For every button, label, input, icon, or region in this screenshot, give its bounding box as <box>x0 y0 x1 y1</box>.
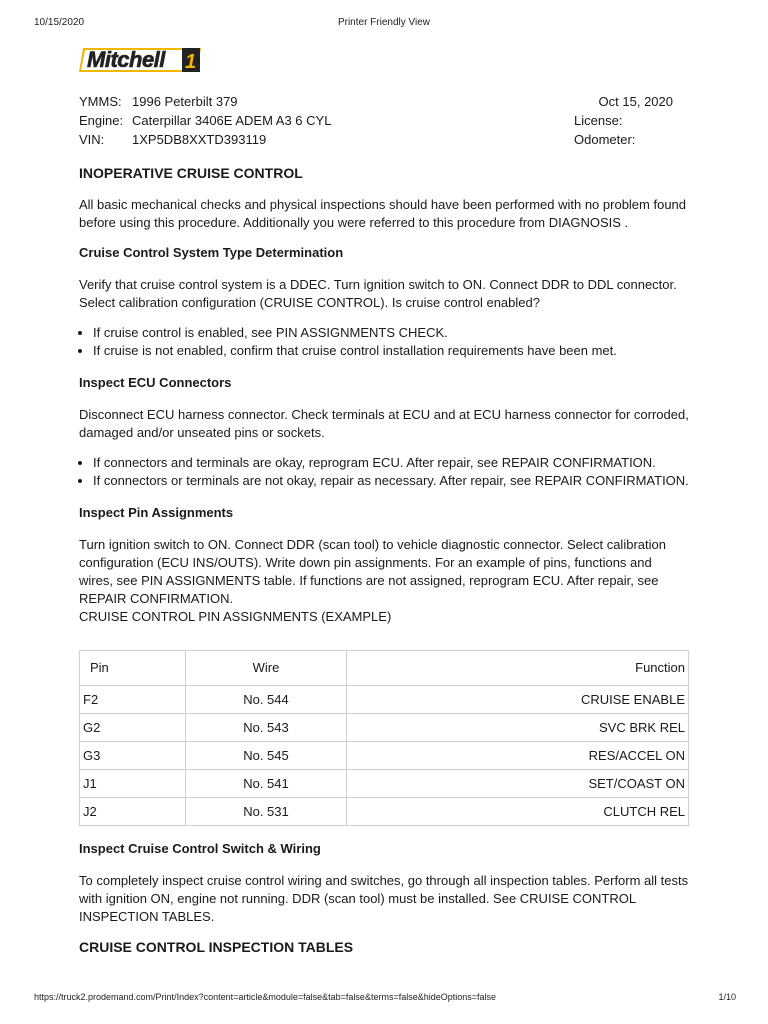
report-date: Oct 15, 2020 <box>598 94 673 109</box>
bullet-list <box>79 324 689 360</box>
section-title: CRUISE CONTROL INSPECTION TABLES <box>79 939 354 955</box>
mitchell1-logo <box>79 44 207 76</box>
table-row <box>80 742 689 770</box>
odometer-label: Odometer: <box>574 132 636 147</box>
page-url: https://truck2.prodemand.com/Print/Index?content=article&module=false&tab=false&terms=false&hideOptions=false <box>34 992 497 1002</box>
section-paragraph: Turn ignition switch to ON. Connect DDR (scan tool) to vehicle diagnostic connector. Select calibration configuration (ECU INS/OUTS). Write down pin assignments. For an example of pins, functions and wires, see PIN ASSIGNMENTS table. If functions are not assigned, reprogram ECU. After repair, see REPAIR CONFIRMATION. <box>79 537 666 606</box>
section-paragraph: To completely inspect cruise control wiring and switches, go through all inspection tables. Perform all tests with ignition ON, engine not running. DDR (scan tool) must be installed. See CRUISE CONTROL INSPECTION TABLES. <box>79 873 689 924</box>
cell-wire: No. 545 <box>186 742 347 770</box>
ymms-label: YMMS: <box>79 94 122 109</box>
page-number: 1/10 <box>718 992 736 1002</box>
cell-function: SET/COAST ON <box>347 770 689 798</box>
cell-function: CLUTCH REL <box>347 798 689 826</box>
section-heading: Cruise Control System Type Determination <box>79 245 344 260</box>
section-paragraph: Disconnect ECU harness connector. Check terminals at ECU and at ECU harness connector for corroded, damaged and/or unseated pins or sockets. <box>79 407 689 440</box>
table-row <box>80 686 689 714</box>
column-header-pin: Pin <box>80 651 186 686</box>
svg-text:1: 1 <box>185 51 197 73</box>
table-row <box>80 714 689 742</box>
column-header-wire: Wire <box>186 651 347 686</box>
list-item: • If connectors and terminals are okay, reprogram ECU. After repair, see REPAIR CONFIRMATION. <box>93 454 689 472</box>
cell-function: CRUISE ENABLE <box>347 686 689 714</box>
ymms-row <box>79 92 689 111</box>
cell-pin: G3 <box>80 742 186 770</box>
svg-text:Mitchell: Mitchell <box>87 47 165 72</box>
cell-pin: J2 <box>80 798 186 826</box>
cell-wire: No. 541 <box>186 770 347 798</box>
license-label: License: <box>574 113 623 128</box>
vin-label: VIN: <box>79 132 105 147</box>
section-heading: Inspect Cruise Control Switch & Wiring <box>79 841 321 856</box>
bullet-list <box>79 454 689 490</box>
table-row <box>80 798 689 826</box>
print-footer <box>0 992 768 1006</box>
table-header-row <box>80 651 689 686</box>
list-item: • If connectors or terminals are not okay, repair as necessary. After repair, see REPAIR CONFIRMATION. <box>93 472 689 490</box>
cell-function: RES/ACCEL ON <box>347 742 689 770</box>
table-caption: CRUISE CONTROL PIN ASSIGNMENTS (EXAMPLE) <box>79 609 392 624</box>
section-heading: Inspect Pin Assignments <box>79 505 234 520</box>
print-date: 10/15/2020 <box>34 17 85 28</box>
vin-value: 1XP5DB8XXTD393119 <box>132 132 267 147</box>
article-title: INOPERATIVE CRUISE CONTROL <box>79 165 303 181</box>
section-paragraph: Verify that cruise control system is a DDEC. Turn ignition switch to ON. Connect DDR to DDL connector. Select calibration configuration (CRUISE CONTROL). Is cruise control enabled? <box>79 277 677 310</box>
intro-paragraph: All basic mechanical checks and physical inspections should have been performed with no problem found before using this procedure. Additionally you were referred to this procedure from DIAGNOSIS . <box>79 197 687 230</box>
print-title: Printer Friendly View <box>337 17 431 28</box>
engine-row <box>79 111 689 130</box>
cell-pin: G2 <box>80 714 186 742</box>
section-heading: Inspect ECU Connectors <box>79 375 232 390</box>
engine-label: Engine: <box>79 113 124 128</box>
cell-wire: No. 531 <box>186 798 347 826</box>
table-row <box>80 770 689 798</box>
cell-function: SVC BRK REL <box>347 714 689 742</box>
print-header <box>0 17 768 31</box>
article-content <box>79 164 689 970</box>
cell-wire: No. 544 <box>186 686 347 714</box>
list-item: • If cruise is not enabled, confirm that cruise control installation requirements have been met. <box>93 342 689 360</box>
vehicle-info <box>79 92 689 149</box>
cell-pin: F2 <box>80 686 186 714</box>
engine-value: Caterpillar 3406E ADEM A3 6 CYL <box>132 113 332 128</box>
cell-wire: No. 543 <box>186 714 347 742</box>
column-header-function: Function <box>347 651 689 686</box>
vin-row <box>79 130 689 149</box>
cell-pin: J1 <box>80 770 186 798</box>
pin-assignments-table <box>79 650 689 826</box>
list-item: • If cruise control is enabled, see PIN ASSIGNMENTS CHECK. <box>93 324 689 342</box>
ymms-value: 1996 Peterbilt 379 <box>132 94 238 109</box>
